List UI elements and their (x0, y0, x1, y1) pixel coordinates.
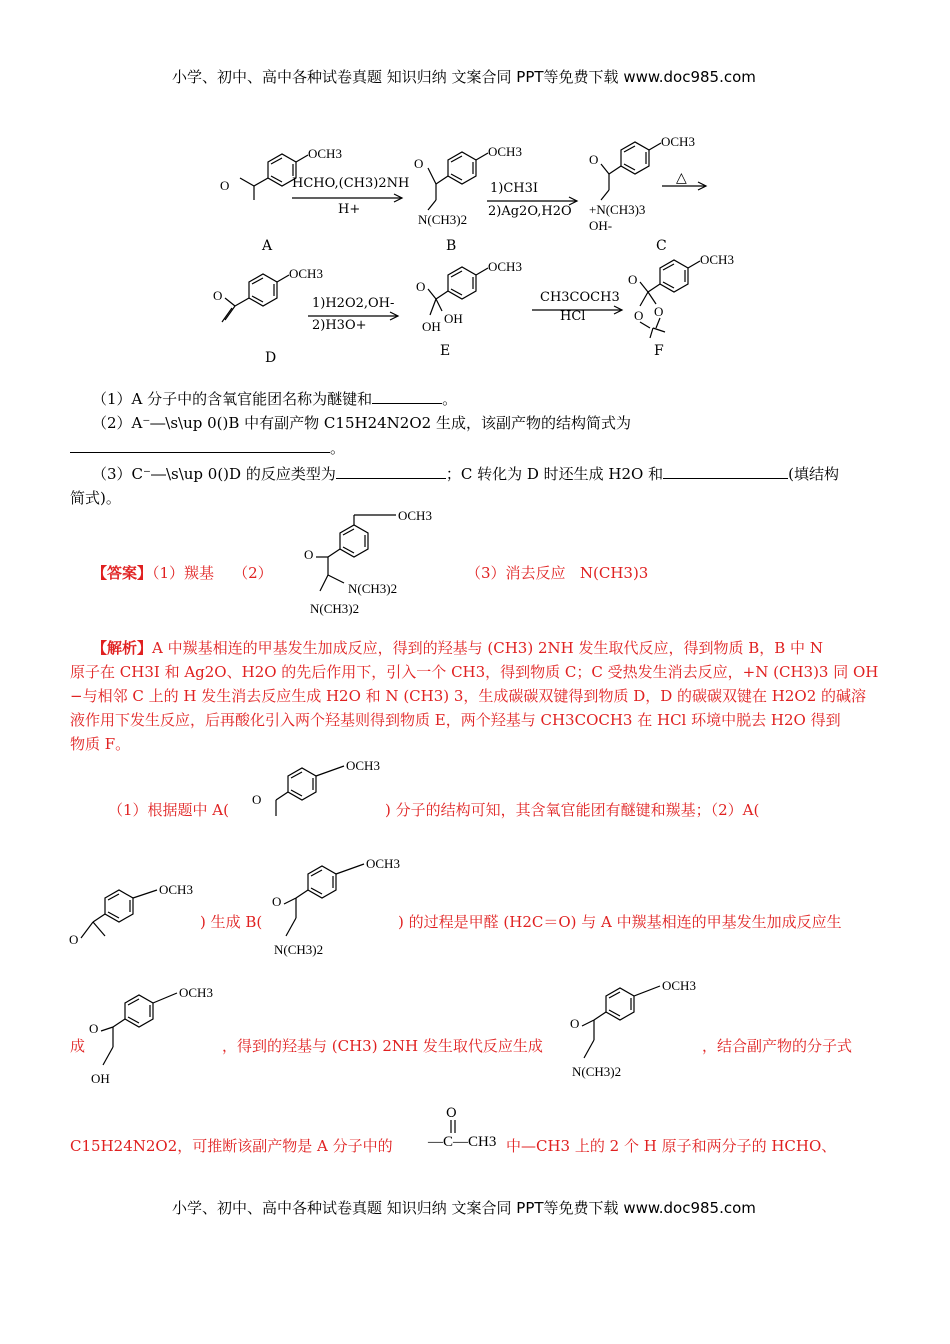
question-3: （3）C⁻―\s\up 0()D 的反应类型为 ；C 转化为 D 时还生成 H2O 和 (填结构 (92, 465, 839, 483)
explain-4a: C15H24N2O2，可推断该副产物是 A 分子中的 (70, 1137, 393, 1155)
question-2: （2）A⁻―\s\up 0()B 中有副产物 C15H24N2O2 生成，该副产物的结构简式为 (92, 414, 631, 432)
svg-text:O: O (570, 1016, 580, 1031)
svg-text:N(CH3)2: N(CH3)2 (572, 1064, 622, 1079)
svg-text:OCH3: OCH3 (346, 758, 380, 773)
fragment-acetyl: —C—CH3 (428, 1134, 497, 1150)
question-3-cont: 简式)。 (70, 489, 121, 507)
analysis-line-2: 原子在 CH3I 和 Ag2O、H2O 的先后作用下，引入一个 CH3，得到物质 C；C 受热发生消去反应，+N (CH3)3 同 OH (70, 663, 879, 681)
svg-text:OH-: OH- (589, 218, 613, 233)
svg-text:OH: OH (422, 319, 441, 334)
svg-text:O: O (272, 894, 282, 909)
blank-3b[interactable] (663, 464, 788, 479)
svg-text:OCH3: OCH3 (289, 266, 323, 281)
explain-2a: ) 生成 B( (200, 913, 263, 931)
explain-4b: 中—CH3 上的 2 个 H 原子和两分子的 HCHO、 (506, 1137, 837, 1155)
substituent-o: O (220, 178, 230, 193)
svg-text:OCH3: OCH3 (398, 508, 432, 523)
svg-text:N(CH3)2: N(CH3)2 (274, 942, 324, 957)
reagent-de-bot: 2)H3O+ (312, 318, 367, 333)
svg-text:+N(CH3)3: +N(CH3)3 (589, 202, 646, 217)
answer-line-2: （3）消去反应 N(CH3)3 (466, 564, 649, 582)
molecule-f (620, 248, 760, 348)
explain-3b: ，得到的羟基与 (CH3) 2NH 发生取代反应生成 (222, 1037, 543, 1055)
explain-molecule-b (268, 846, 408, 976)
label-d: D (265, 350, 277, 366)
svg-text:O: O (89, 1021, 99, 1036)
substituent-och3: OCH3 (308, 146, 342, 161)
svg-text:O: O (416, 279, 426, 294)
label-e: E (440, 343, 451, 359)
svg-text:OCH3: OCH3 (700, 252, 734, 267)
reagent-bc-top: 1)CH3I (490, 181, 539, 196)
explain-1a: （1）根据题中 A( (108, 801, 229, 819)
svg-text:OCH3: OCH3 (179, 985, 213, 1000)
svg-text:OCH3: OCH3 (488, 259, 522, 274)
blank-1[interactable] (372, 389, 442, 404)
explain-molecule-b-2 (566, 968, 706, 1098)
svg-text:O: O (589, 152, 599, 167)
fragment-double-bond (448, 1120, 458, 1134)
svg-text:O: O (654, 304, 664, 319)
reagent-cd: △ (676, 170, 687, 186)
question-2-blank-line: 。 (70, 436, 345, 460)
explain-molecule-hydroxy (85, 975, 225, 1095)
svg-text:O: O (634, 308, 644, 323)
explain-3c: ，结合副产物的分子式 (702, 1037, 853, 1055)
explain-3a: 成 (70, 1037, 86, 1055)
reagent-ef-top: CH3COCH3 (540, 290, 620, 305)
reagent-ab-bot: H+ (338, 202, 361, 217)
analysis-line-5: 物质 F。 (70, 735, 131, 753)
explain-molecule-a-2 (65, 876, 205, 956)
molecule-d (205, 262, 325, 342)
blank-2[interactable] (70, 438, 330, 453)
svg-text:OCH3: OCH3 (488, 144, 522, 159)
svg-text:N(CH3)2: N(CH3)2 (348, 581, 398, 596)
blank-3a[interactable] (336, 464, 446, 479)
molecule-e (412, 255, 552, 345)
label-c: C (656, 238, 667, 254)
svg-text:O: O (304, 547, 314, 562)
svg-text:O: O (628, 272, 638, 287)
svg-text:OCH3: OCH3 (159, 882, 193, 897)
label-f: F (654, 343, 664, 359)
svg-text:O: O (213, 288, 223, 303)
label-a: A (262, 238, 273, 254)
svg-text:OCH3: OCH3 (661, 134, 695, 149)
svg-text:OH: OH (91, 1071, 110, 1086)
svg-text:N(CH3)2: N(CH3)2 (418, 212, 468, 227)
page-header: 小学、初中、高中各种试卷真题 知识归纳 文案合同 PPT等免费下载 www.doc985.com (172, 68, 756, 86)
svg-text:OCH3: OCH3 (366, 856, 400, 871)
explain-1b: ) 分子的结构可知，其含氧官能团有醚键和羰基；（2）A( (385, 801, 760, 819)
analysis-line-1: 【解析】A 中羰基相连的甲基发生加成反应，得到的羟基与 (CH3) 2NH 发生取代反应，得到物质 B，B 中 N (92, 639, 823, 657)
explain-molecule-a (248, 754, 378, 834)
arrow-cd (660, 181, 712, 191)
answer-line: 【答案】（1）羰基 （2） (92, 564, 273, 582)
reagent-ef-bot: HCl (560, 309, 586, 324)
reagent-de-top: 1)H2O2,OH- (312, 296, 395, 311)
explain-2b: ) 的过程是甲醛 (H2C＝O) 与 A 中羰基相连的甲基发生加成反应生 (398, 913, 842, 931)
svg-text:O: O (69, 932, 79, 947)
analysis-line-4: 液作用下发生反应，后再酸化引入两个羟基则得到物质 E，两个羟基与 CH3COCH3 在 HCl 环境中脱去 H2O 得到 (70, 711, 841, 729)
analysis-line-3: −与相邻 C 上的 H 发生消去反应生成 H2O 和 N (CH3) 3，生成碳碳双键得到物质 D，D 的碳碳双键在 H2O2 的碱溶 (70, 687, 867, 705)
reagent-bc-bot: 2)Ag2O,H2O (488, 204, 572, 219)
question-1: （1）A 分子中的含氧官能团名称为醚键和 。 (92, 390, 458, 408)
svg-text:O: O (414, 156, 424, 171)
answer-structure (300, 505, 450, 625)
reagent-ab-top: HCHO,(CH3)2NH (292, 176, 410, 191)
svg-text:OCH3: OCH3 (662, 978, 696, 993)
fragment-o: O (446, 1106, 457, 1121)
svg-text:N(CH3)2: N(CH3)2 (310, 601, 360, 616)
label-b: B (446, 238, 457, 254)
page-footer: 小学、初中、高中各种试卷真题 知识归纳 文案合同 PPT等免费下载 www.doc985.com (172, 1199, 756, 1217)
svg-text:O: O (252, 792, 262, 807)
svg-text:OH: OH (444, 311, 463, 326)
